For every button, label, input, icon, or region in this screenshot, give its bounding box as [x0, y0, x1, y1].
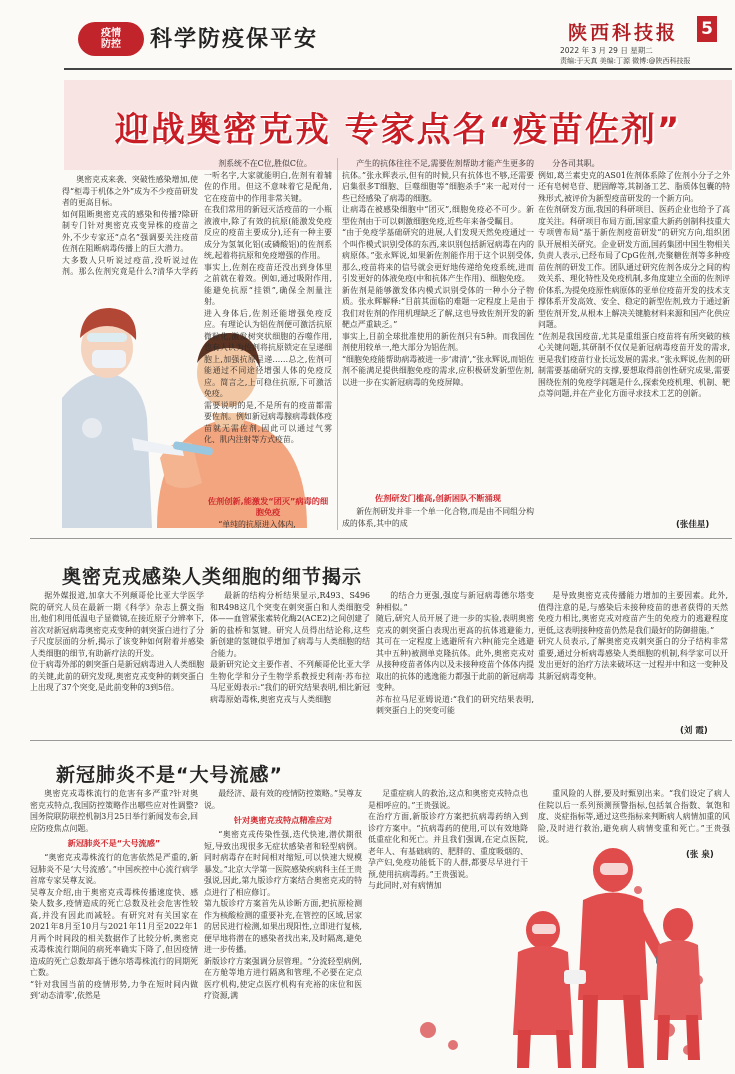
article3-col3-text: 足重症病人的救治,这点和奥密克戎特点也是相呼应的。”王贵强说。 在治疗方面,新版诊疗方案把抗病毒药纳入到诊疗方案中。“抗病毒药的使用,可以有效地降低重症化和死亡。并且我们强调,在定点医院,老年人、有基础病的、肥胖的、重度吸烟的、孕产妇,免疫功能低下的人群,都要尽早进行干预,使用抗病毒药。”王贵强说。 与此同时,对有病情加 — [368, 789, 528, 890]
medical-workers-illustration — [368, 830, 734, 1070]
issue-date: 2022 年 3 月 29 日 星期二 — [560, 46, 653, 55]
section-rule — [30, 538, 732, 539]
article1-subhead1: 佐剂创新,能激发“团灭”病毒的细胞免疫 — [207, 496, 329, 517]
article2-author: (刘 霞) — [680, 726, 708, 736]
article1-col1 — [62, 174, 198, 274]
article2-col2-text: 最新的结构分析结果显示,R493、S496和R498这几个突变在刺突蛋白和人类细胞受体——血管紧张素转化酶2(ACE2)之间创建了新的盐桥和氢键。研究人员得出结论称,这些新创建的氢键似乎增加了病毒与人类细胞的结合能力。 最新研究论文主要作者、不列颠哥伦比亚大学生物化学和分子生物学系教授史利南·苏布拉马尼亚姆表示:“我们的研究结果表明,相比新冠病毒原始毒株,奥密克戎与人类细胞 — [210, 591, 370, 704]
article1-col4-text: 分各司其职。 例如,葛兰素史克的AS01佐剂体系除了佐剂小分子之外还有皂树皂苷、肥固醇等,其制备工艺、脂质体包囊的特殊形式,被评价为新型疫苗研发的一个新方向。 在佐剂研发方面,我国的科研项目、医药企业也给予了高度关注。科研项目布局方面,国家重大新药创制科技重大专项曾布局“基于新佐剂疫苗研发”的研究方向,组织团队开展相关研究。企业研发方面,国药集团中国生物相关负责人表示,已经布局了CpG佐剂,壳聚糖佐剂等多种疫苗佐剂的研发工作。团队通过研究佐剂各成分之间的构效关系、理化特性及免疫机制,多角度建立全面的佐剂评价体系,为提免疫原性病原体的亚单位疫苗开发的技术支撑体系开发高效、安全、稳定的新型佐剂,致力于通过新型佐剂开发,从根本上解决关键脆材料来源和国产化供应问题。 “佐剂是我国疫苗,尤其是重组蛋白疫苗将有所突破的核心关键问题,其研制不仅仅是新冠病毒疫苗开发的需求,更是我们疫苗行业长远发展的需求。”张永辉说,佐剂的研制需要基础研究的支撑,要想取得前创性研究成果,需要围绕佐剂的免疫学问题是什么,探索免疫机理、机制、靶点等问题,并在产业化方面寻求技术工艺的创新。 — [538, 159, 730, 398]
article3-col1b-text: “奥密克戎毒株流行的危害依然是严重的,新冠肺炎不是‘大号流感’。”中国疾控中心流行病学首席专家吴尊友说。 吴尊友介绍,由于奥密克戎毒株传播速度快、感染人数多,疫情造成的死亡总数及社会危害性较高,并没有因此而减轻。有研究对有关国家在2021年8月至10月与2021年11月至2022年1月两个时间段的相关数据作了比较分析,奥密克戎毒株流行期间的病死率确实下降了,但因疫情造成的死亡总数却高于德尔塔毒株流行的同期死亡数。 “针对我国当前的疫情形势,力争在短时间内做到‘动态清零’,依然是 — [30, 853, 198, 1000]
article3-col4-text: 重风险的人群,要及时甄别出来。“我们设定了病人住院以后一系列预测预警指标,包括氧合指数、氧饱和度、炎症指标等,通过这些指标来判断病人病情加重的风险,及时进行救治,避免病人病情变重和死亡。”王贵强说。 — [538, 789, 730, 844]
article2-col2 — [210, 590, 370, 732]
article2-col3 — [376, 590, 534, 732]
article1-col1-text: 奥密克戎来袭、突破性感染增加,使得“柜毒于机体之外”成为不少疫苗研发者的更高目标。 如何阻断奥密克戎的感染和传播?除研制专门针对奥密克戎变异株的疫苗之外,不少专家还“点名”强调要关注疫苗佐剂在阻断病毒传播上的巨大潜力。 大多数人只听说过疫苗,没听说过佐剂。那么佐剂究竟是什么?清华大学药 — [62, 175, 198, 276]
article3-title: 新冠肺炎不是“大号流感” — [56, 764, 283, 786]
article3-subhead1: 新冠肺炎不是“大号流感” — [67, 838, 161, 848]
article3-col2 — [204, 788, 362, 812]
article1-col3-tail-text: 新佐剂研发并非一个单一化合物,而是由不同组分构成的体系,其中的成 — [342, 507, 534, 528]
article3-col1 — [30, 788, 198, 834]
article1-col3-text: 产生的抗体往往不足,需要佐剂帮助才能产生更多的抗体。”张永辉表示,但有的时候,只有抗体也不够,还需要启集很多T细胞、巨噬细胞等“细胞杀手”来一起对付一些已经感染了病毒的细胞。 让病毒在被感染细胞中“团灭”,细胞免疫必不可少。新型佐剂由于可以刺激细胞免疫,近些年来备受瞩目。 “由于免疫学基础研究的进展,人们发现天然免疫通过一个叫作模式识别受体的东西,来识别包括新冠病毒在内的病原体。”张永辉说,如果新佐剂能作用于这个识别受体,那么,疫苗将来的信号就会更好地传递给免疫系统,进而引发更好的体液免疫(中和抗体产生作用)、细胞免疫。 新佐剂是能够激发体内模式识别受体的一种小分子物质。张永辉解释:“目前其面临的难题一定程度上是由于我们对佐剂的作用机理缺乏了解,这也导致佐剂开发的新靶点严重缺乏。” 事实上,目前全球批准使用的新佐剂只有5种。而我国佐剂使用较单一,绝大部分为铝佐剂。 “细胞免疫能帮助病毒被进一步‘肃清’,”张永辉说,而铝佐剂不能满足提供细胞免疫的需求,应积极研发新型佐剂,以进一步在实新冠病毒的免疫屏障。 — [342, 159, 534, 387]
article1-col2 — [204, 158, 332, 528]
article3-col2-text: 最经济、最有效的疫情防控策略。”吴尊友说。 — [204, 789, 362, 810]
badge-text: 疫情 防控 — [101, 28, 121, 50]
article1-subhead2: 佐剂研发门槛高,创新困队不断涌现 — [375, 493, 501, 503]
header-rule — [64, 68, 732, 70]
article2-col4 — [538, 590, 728, 732]
article1-col3-tail — [342, 506, 534, 530]
article3-subhead2: 针对奥密克戎特点精准应对 — [233, 815, 333, 825]
headline-banner — [64, 80, 732, 170]
column-title: 科学防疫保平安 — [150, 27, 319, 52]
staff-credits: 责编:于天真 美编:丁源 微博:@陕西科技报 — [560, 57, 691, 65]
newspaper-masthead: 陕西科技报 — [568, 22, 679, 44]
article2-title: 奥密克戎感染人类细胞的细节揭示 — [62, 566, 363, 588]
col-divider — [337, 158, 338, 530]
article1-col4 — [538, 158, 730, 526]
article3-author: (张 泉) — [686, 850, 714, 860]
article1-col2-text: 剂系统不在C位,胜似C位。 一听名字,大家就能明白,佐剂有着辅佐的作用。但这不意味着它是配角,它在疫苗中的作用非常关键。 在我们常用的新冠灭活疫苗的一小瓶液液中,除了有效的抗原(能激发免疫反应的疫苗主要成分),还有一种主要成分为氢氧化铝(或磷酸铝)的佐剂系统,起着将抗原和免疫增强的作用。 事实上,佐剂在疫苗还没出到身体里之前就在着效。例如,通过吸附作用,能避免抗原“挂锁”,确保全剂量注射。 进入身体后,佐剂还能增强免疫反应。有理论认为铝佐剂便可激活抗原微粒化,激发树突状细胞的吞噬作用,也有人认为佐剂将抗原锁定在呈递细胞上,加强抗原呈递……总之,佐剂可能通过不同途径增强人体的免疫反应。简言之,上可稳住抗原,下可激活免疫。 需要说明的是,不是所有的疫苗都需要佐剂。例如新冠病毒腺病毒载体疫苗就无需佐剂,因此可以通过气雾化、肌内注射等方式疫苗。 — [204, 159, 332, 444]
article1-author: (张佳星) — [676, 520, 710, 530]
article1-col3 — [342, 158, 534, 490]
article3-col1b — [30, 852, 198, 1068]
headline-title: 迎战奥密克戎 专家点名“疫苗佐剂” — [114, 110, 682, 150]
section-rule-2 — [30, 740, 732, 741]
article2-col1 — [30, 590, 204, 732]
article3-col2b-text: “奥密克戎传染性强,迭代快速,潜伏期很短,导致出现很多无症状感染者和轻型病例。同时病毒存在时间相对缩短,可以快速大规模暴发。”北京大学第一医院感染疾病科主任王贵强说,因此,第九版诊疗方案结合奥密克戎的特点进行了相应修订。 第九版诊疗方案首先从诊断方面,把抗原检测作为核酸检测的重要补充,在管控的区域,居家的居民进行检测,如果出现阳性,立即进行复核,便早地将潜在的感染者找出来,及时隔离,避免进一步传播。 新版诊疗方案强调分层管理。“分流轻型病例,在方舱等地方进行隔离和管理,不必要在定点医疗机构,使定点医疗机构有充裕的床位和医疗资源,满 — [204, 830, 362, 1000]
article3-col1-text: 奥密克戎毒株流行的危害有多严重?针对奥密克戎特点,我国防控策略作出哪些应对性调整?国务院联防联控机制3月25日举行新闻发布会,回应防疫焦点问题。 — [30, 789, 198, 833]
article1-col2-tail-text: “单纯的抗原进入体内, — [218, 520, 296, 529]
article2-col1-text: 据外媒报道,加拿大不列颠哥伦比亚大学医学院的研究人员在最新一期《科学》杂志上撰文指出,他们利用低温电子显微镜,在接近原子分辨率下,首次对新冠病毒奥密克戎变种的刺突蛋白进行了分子尺度层面的分析,揭示了该变种如何附着并感染人类细胞的细节,有助新疗法的开发。 位于病毒外部的刺突蛋白是新冠病毒进入人类细胞的关键,此前的研究发现,奥密克戎变种的刺突蛋白上出现了37个突变,是此前变种的3到5倍。 — [30, 591, 204, 692]
article2-col3-text: 的结合力更强,强度与新冠病毒德尔塔变种相似。” 随后,研究人员开展了进一步的实验,表明奥密克戎的刺突蛋白表现出更高的抗体逃避能力,其可在一定程度上逃避所有六种(能完全逃避其中五种)被测单克隆抗体。此外,奥密克戎对从接种疫苗者体内以及未接种疫苗个体体内提取出的抗体的逃逸能力都强于此前的新冠病毒变种。 苏布拉马尼亚姆说道:“我们的研究结果表明,刺突蛋白上的突变可能 — [376, 591, 534, 715]
article3-col2b — [204, 829, 362, 1069]
epidemic-badge — [78, 22, 144, 56]
article2-col4-text: 是导致奥密克戎传播能力增加的主要因素。此外,值得注意的是,与感染后未接种疫苗的患者获得的天然免疫力相比,奥密克戎对疫苗产生的免疫力的逃避程度更低,这表明接种疫苗仍然是我们最好的防御措施。” 研究人员表示,了解奥密克戎刺突蛋白的分子结构非常重要,通过分析病毒感染人类细胞的机制,科学家可以开发出更好的治疗方法来破坏这一过程并中和这一变种及其新冠病毒变种。 — [538, 591, 728, 681]
page-header — [0, 0, 735, 70]
page-number: 5 — [697, 16, 717, 42]
article1-col2-tail — [204, 519, 332, 531]
